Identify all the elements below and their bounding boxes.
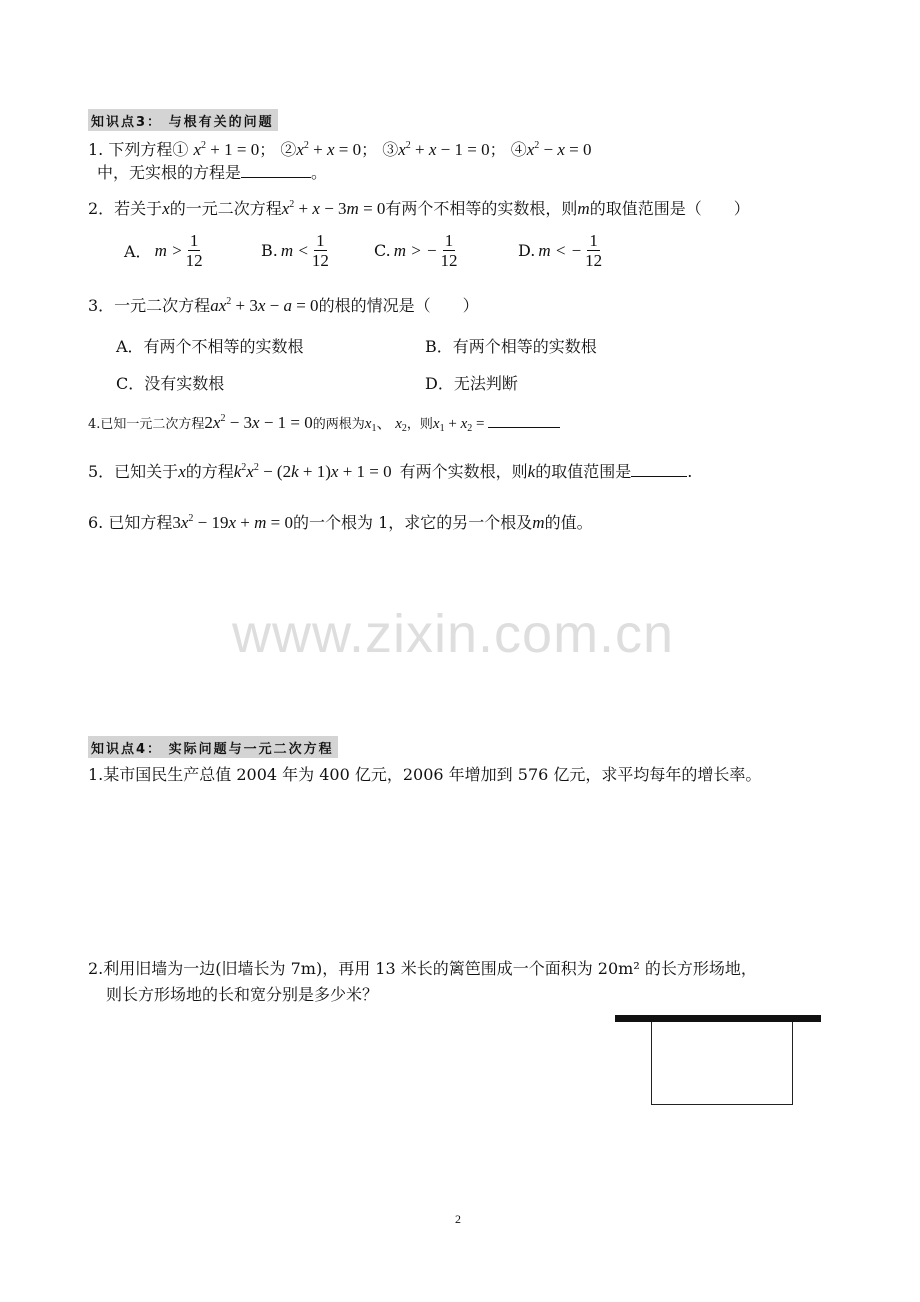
q4-answer-blank[interactable]: [488, 413, 560, 428]
question-1: [88, 137, 592, 160]
q1-answer-blank[interactable]: [241, 163, 311, 178]
q2-option-d-label: D.: [518, 241, 536, 260]
problem-2-line-2: 则长方形场地的长和宽分别是多少米？: [106, 985, 379, 1004]
q1-eq-1: $x^2 + 1 = 0$: [193, 140, 260, 159]
q2-option-b-label: B.: [261, 241, 278, 260]
q5-var-x: x: [178, 462, 186, 481]
problem-2-line-1: 2.利用旧墙为一边(旧墙长为 7m)，再用 13 米长的篱笆围成一个面积为 20m² 的长方形场地，: [88, 959, 757, 978]
q2-option-b-lhs: m <: [280, 240, 309, 260]
q1-prefix: 1. 下列方程: [88, 140, 173, 159]
question-6: [88, 510, 593, 533]
fraction-denominator: 12: [185, 251, 203, 270]
q3-option-d[interactable]: D．无法判断: [425, 374, 518, 393]
q2-option-b[interactable]: [261, 231, 329, 270]
q1-line2-text: 中，无实根的方程是: [97, 163, 242, 182]
fraction-denominator: 12: [440, 251, 458, 270]
page-number: 2: [455, 1212, 461, 1226]
q3-option-c[interactable]: C．没有实数根: [116, 374, 225, 393]
q6-var-m: m: [532, 513, 545, 532]
watermark: www.zixin.com.cn: [232, 604, 675, 664]
q4-text-a: 4.已知一元二次方程: [88, 417, 205, 432]
old-wall: [615, 1015, 821, 1022]
q2-text-a: 2．若关于: [88, 199, 163, 218]
fraction-numerator: 1: [316, 231, 325, 250]
q4-sum: $x_1 + x_2$ =: [432, 416, 485, 434]
q1-marker-2: ②: [280, 140, 297, 159]
q1-marker-3: ③: [382, 140, 399, 159]
q1-eq-3: $x^2 + x - 1 = 0$: [398, 140, 490, 159]
q1-eq-4: $x^2 - x = 0$: [526, 140, 592, 159]
q5-text-b: 的方程: [185, 462, 234, 481]
q6-text-c: 的值。: [544, 513, 593, 532]
q5-end: .: [687, 462, 693, 481]
question-1-line-2: [97, 160, 327, 183]
q6-text-a: 6. 已知方程: [88, 513, 173, 532]
q2-option-c-lhs: m > −: [393, 240, 438, 260]
q4-text-b: 的两根为: [312, 417, 365, 432]
question-3: [88, 293, 479, 316]
q2-option-a[interactable]: [124, 231, 203, 270]
q2-text-b: 的一元二次方程: [169, 199, 282, 218]
q2-var-x: x: [162, 199, 170, 218]
q2-text-c: 有两个不相等的实数根，则: [385, 199, 578, 218]
section-3-heading: 知识点3： 与根有关的问题: [88, 109, 278, 131]
question-2: [88, 196, 750, 219]
q5-equation: $k^2x^2 - (2k + 1)x + 1 = 0$: [233, 462, 392, 481]
q2-option-d-lhs: m < −: [538, 240, 583, 260]
q3-equation: $ax^2 + 3x - a = 0$: [210, 296, 319, 315]
q3-text-a: 3．一元二次方程: [88, 296, 211, 315]
fraction-denominator: 12: [311, 251, 329, 270]
q1-marker-4: ④: [510, 140, 527, 159]
q6-equation: $3x^2 - 19x + m = 0$: [172, 513, 294, 532]
q4-roots: $x_1$、 $x_2$: [364, 416, 407, 434]
fraction-numerator: 1: [589, 231, 598, 250]
fraction-numerator: 1: [189, 231, 199, 250]
q4-text-c: ，则: [406, 417, 433, 432]
section-4-heading: 知识点4： 实际问题与一元二次方程: [88, 736, 338, 758]
q2-option-c[interactable]: [374, 231, 458, 270]
q2-option-c-fraction: [441, 231, 458, 270]
q1-sep: ；: [259, 140, 276, 159]
q1-marker-1: ①: [172, 140, 189, 159]
q6-text-b: 的一个根为 1，求它的另一个根及: [293, 513, 533, 532]
q1-eq-2: $x^2 + x = 0$: [296, 140, 362, 159]
q5-text-c: 有两个实数根，则: [399, 462, 528, 481]
question-5: [88, 459, 692, 482]
q4-equation: $2x^2 - 3x - 1 = 0$: [204, 413, 313, 432]
q2-option-a-label: A．: [124, 242, 152, 261]
fraction-numerator: 1: [444, 231, 454, 250]
q2-option-d[interactable]: [518, 231, 602, 270]
q1-sep: ；: [489, 140, 506, 159]
fraction-denominator: 12: [585, 251, 603, 270]
q2-var-m: m: [577, 199, 590, 218]
problem-1: 1.某市国民生产总值 2004 年为 400 亿元，2006 年增加到 576 亿元，求平均每年的增长率。: [88, 765, 762, 784]
q2-option-a-fraction: [186, 231, 203, 270]
q1-sep: ；: [361, 140, 378, 159]
q2-option-c-label: C.: [374, 241, 391, 260]
q5-text-a: 5．已知关于: [88, 462, 179, 481]
q1-end: 。: [311, 163, 328, 182]
q5-answer-blank[interactable]: [631, 462, 687, 477]
q2-option-b-fraction: [312, 231, 329, 270]
q5-var-k: k: [527, 462, 536, 481]
q3-option-b[interactable]: B．有两个相等的实数根: [425, 337, 597, 356]
q2-option-d-fraction: [585, 231, 602, 270]
q2-equation: $x^2 + x - 3m = 0$: [281, 199, 386, 218]
q5-text-d: 的取值范围是: [535, 462, 632, 481]
q2-option-a-lhs: m >: [154, 240, 183, 260]
question-4: [88, 412, 560, 434]
rectangular-field: [651, 1022, 793, 1105]
q3-text-b: 的根的情况是（ ）: [318, 296, 479, 315]
q3-option-a[interactable]: A．有两个不相等的实数根: [116, 337, 304, 356]
q2-text-d: 的取值范围是（ ）: [589, 199, 750, 218]
